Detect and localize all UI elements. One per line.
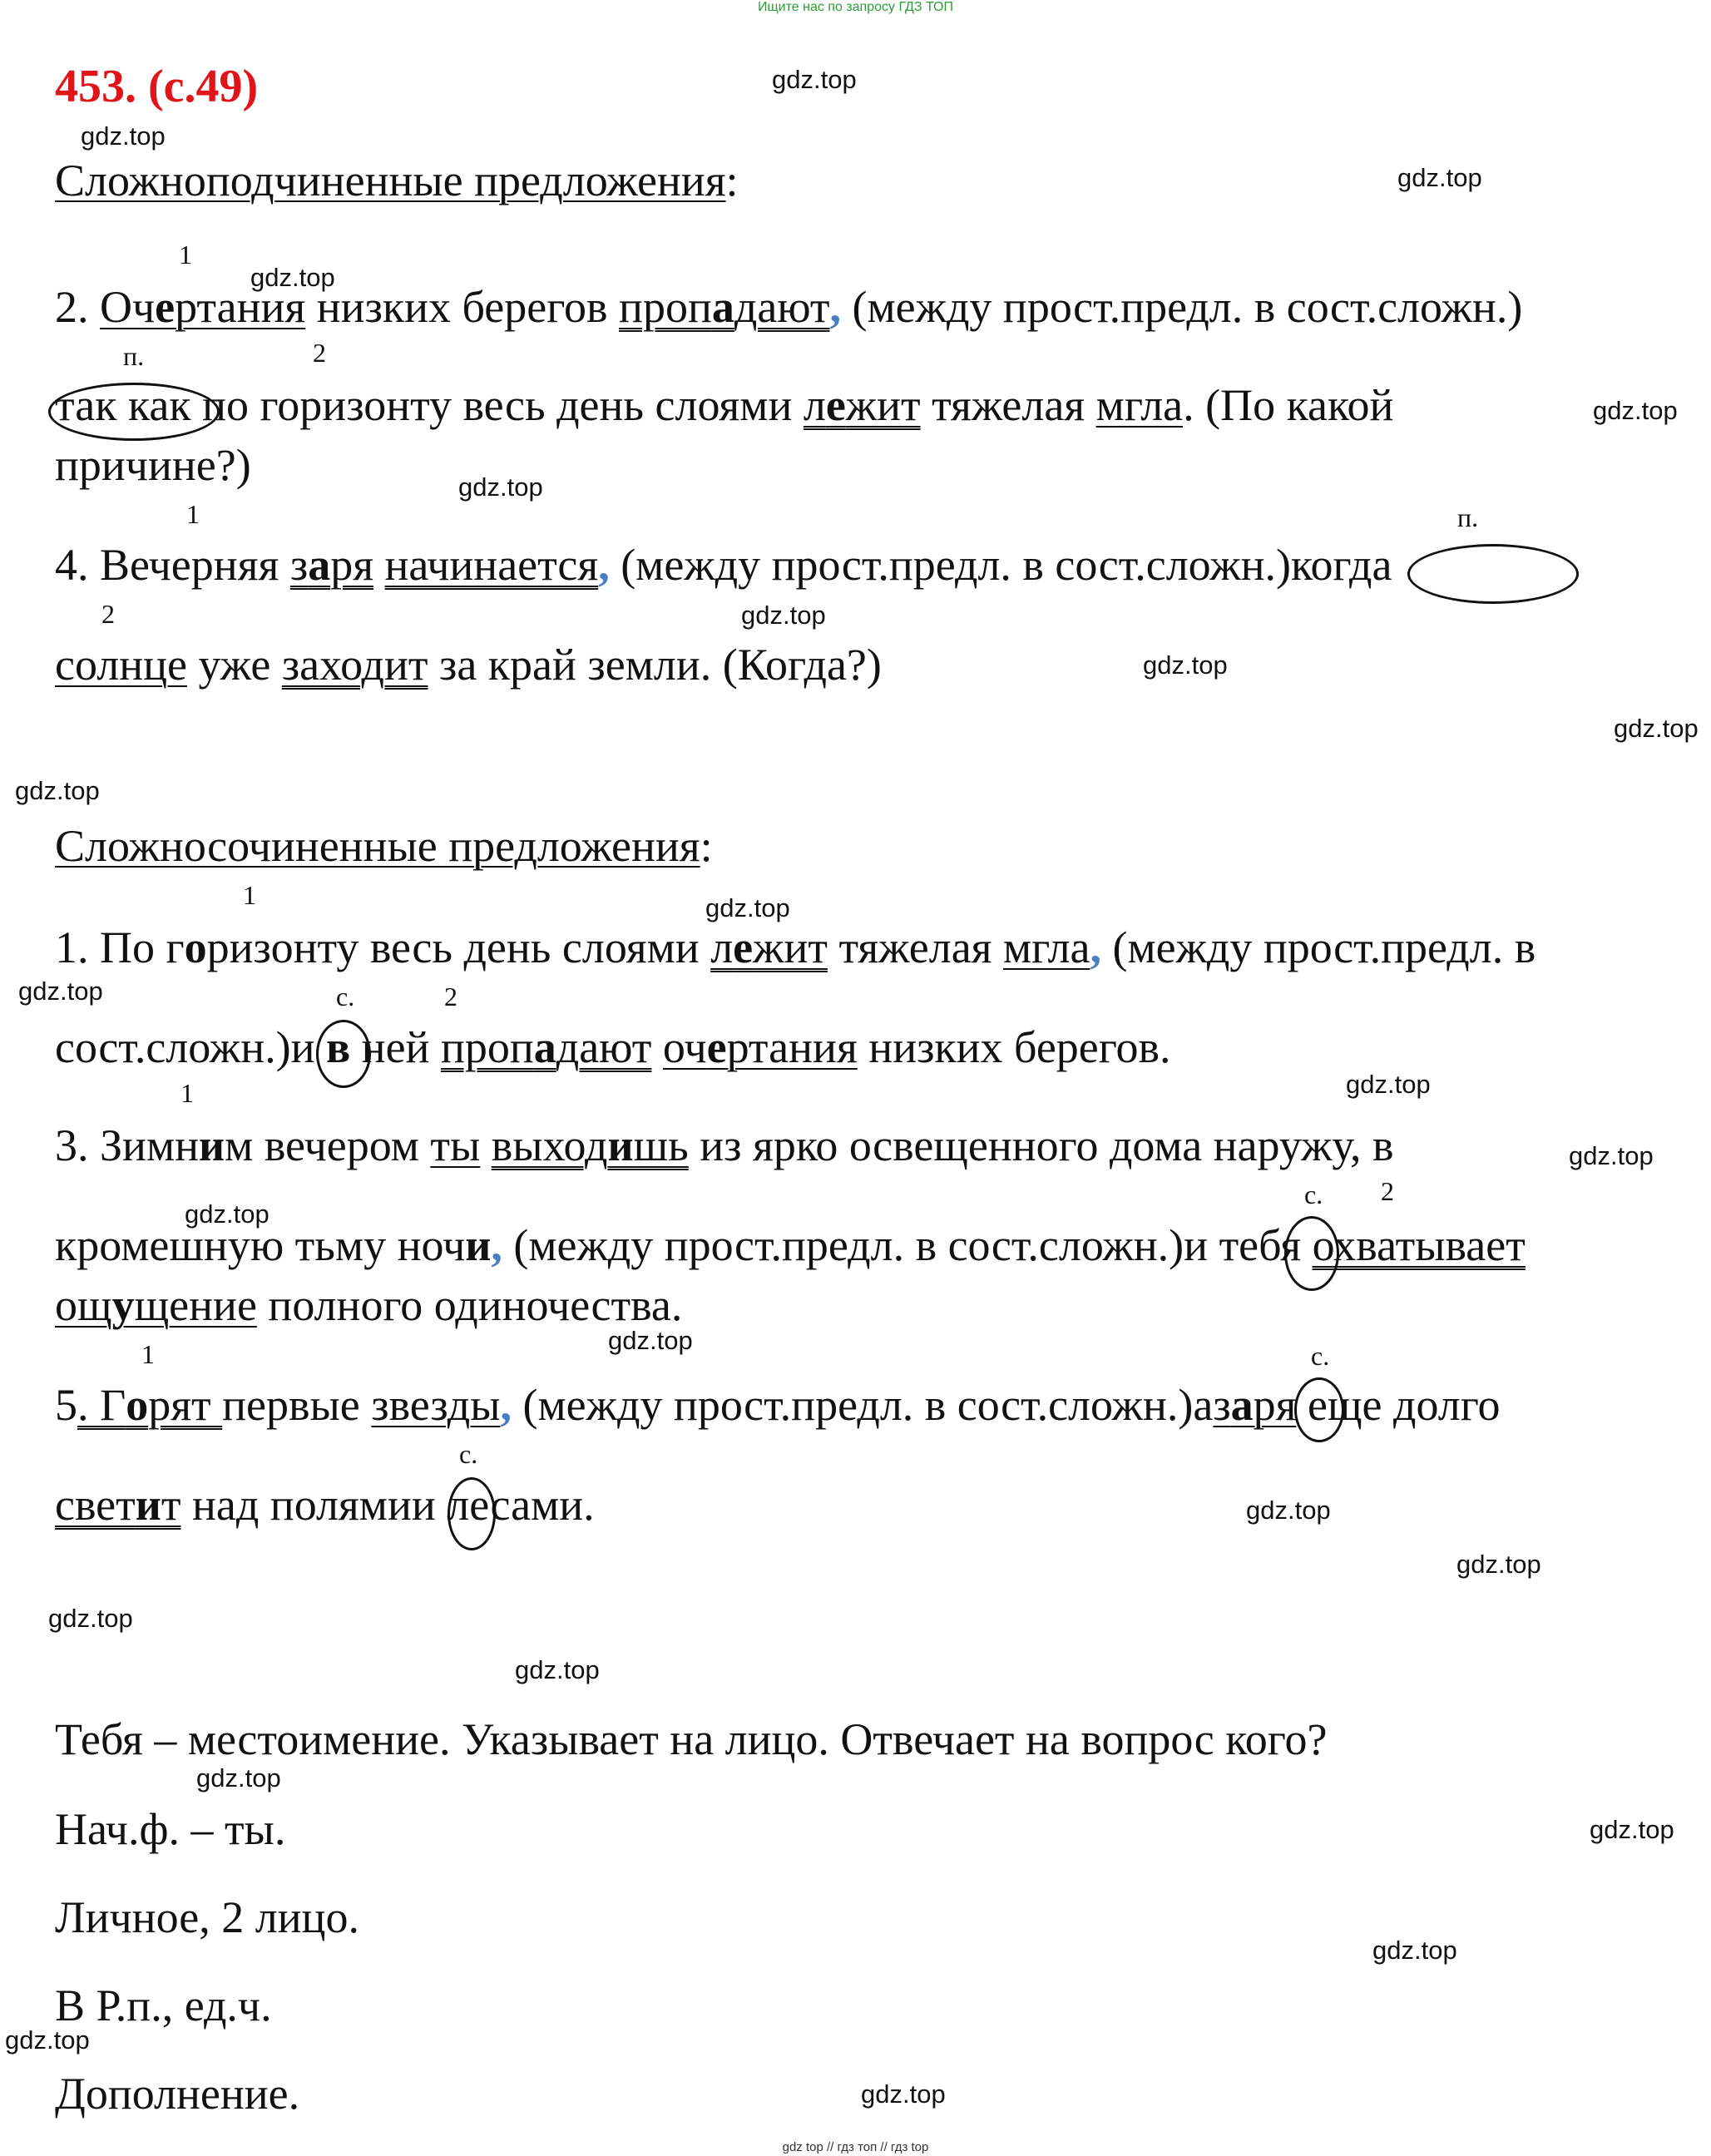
watermark: gdz.top bbox=[608, 1326, 693, 1355]
section-heading: Сложноподчиненные предложения: bbox=[55, 156, 739, 205]
exercise-title: 453. (с.49) bbox=[55, 61, 259, 112]
bottom-banner-note: gdz top // гдз топ // гдз top bbox=[782, 2140, 929, 2154]
watermark: gdz.top bbox=[1346, 1070, 1431, 1099]
sentence-line: светит над полямии лесами. bbox=[55, 1480, 595, 1530]
clause-number: 2 bbox=[1381, 1176, 1394, 1206]
sentence-line: причине?) bbox=[55, 440, 251, 490]
watermark: gdz.top bbox=[705, 893, 790, 922]
watermark: gdz.top bbox=[741, 601, 826, 630]
clause-mark: с. bbox=[336, 982, 355, 1011]
clause-number: 2 bbox=[444, 982, 457, 1011]
clause-number: 1 bbox=[243, 880, 256, 910]
watermark: gdz.top bbox=[515, 1655, 600, 1684]
watermark: gdz.top bbox=[1246, 1496, 1331, 1525]
top-banner-note: Ищите нас по запросу ГДЗ ТОП bbox=[758, 0, 953, 14]
watermark: gdz.top bbox=[1569, 1141, 1654, 1170]
watermark: gdz.top bbox=[1456, 1550, 1541, 1579]
sentence-line: 4. Вечерняя заря начинается, (между прост.предл. в сост.сложн.)когда bbox=[55, 540, 1392, 590]
conjunction-circle bbox=[48, 383, 220, 441]
analysis-line: Личное, 2 лицо. bbox=[55, 1892, 359, 1942]
clause-number: 1 bbox=[186, 499, 200, 529]
sentence-line: кромешную тьму ночи, (между прост.предл. в сост.сложн.)и тебя охватывает bbox=[55, 1220, 1526, 1270]
watermark: gdz.top bbox=[250, 263, 335, 292]
watermark: gdz.top bbox=[772, 65, 857, 94]
analysis-line: Нач.ф. – ты. bbox=[55, 1804, 286, 1854]
watermark: gdz.top bbox=[1143, 650, 1228, 680]
conjunction-circle bbox=[1294, 1377, 1344, 1442]
conjunction-circle bbox=[316, 1020, 371, 1088]
watermark: gdz.top bbox=[5, 2025, 90, 2055]
watermark: gdz.top bbox=[1372, 1936, 1457, 1965]
watermark: gdz.top bbox=[1397, 163, 1482, 192]
sentence-line: 2. Очертания низких берегов пропадают, (между прост.предл. в сост.сложн.) bbox=[55, 282, 1523, 332]
clause-mark: с. bbox=[1304, 1179, 1323, 1209]
sentence-line: ощущение полного одиночества. bbox=[55, 1280, 683, 1330]
clause-mark: с. bbox=[1311, 1341, 1330, 1371]
sentence-line: так как по горизонту весь день слоями лежит тяжелая мгла. (По какой bbox=[55, 380, 1394, 430]
clause-number: 1 bbox=[180, 1078, 194, 1108]
sentence-line: 3. Зимним вечером ты выходишь из ярко освещенного дома наружу, в bbox=[55, 1120, 1394, 1170]
analysis-line: В Р.п., ед.ч. bbox=[55, 1980, 272, 2030]
sentence-line: 1. По горизонту весь день слоями лежит тяжелая мгла, (между прост.предл. в bbox=[55, 922, 1536, 972]
clause-number: 1 bbox=[179, 240, 192, 270]
clause-mark: п. bbox=[123, 341, 145, 371]
sentence-line: солнце уже заходит за край земли. (Когда?) bbox=[55, 640, 882, 690]
watermark: gdz.top bbox=[18, 977, 103, 1006]
analysis-line: Тебя – местоимение. Указывает на лицо. Отвечает на вопрос кого? bbox=[55, 1714, 1328, 1764]
section-heading: Сложносочиненные предложения: bbox=[55, 821, 713, 871]
conjunction-circle bbox=[1407, 544, 1579, 604]
clause-number: 2 bbox=[313, 338, 326, 368]
watermark: gdz.top bbox=[196, 1763, 281, 1793]
watermark: gdz.top bbox=[458, 472, 543, 502]
watermark: gdz.top bbox=[15, 776, 100, 805]
clause-mark: п. bbox=[1457, 502, 1479, 532]
conjunction-circle bbox=[1284, 1216, 1339, 1291]
watermark: gdz.top bbox=[185, 1199, 270, 1229]
conjunction-circle bbox=[448, 1477, 496, 1550]
watermark: gdz.top bbox=[1614, 714, 1699, 743]
analysis-line: Дополнение. bbox=[55, 2069, 300, 2119]
clause-mark: с. bbox=[459, 1439, 478, 1469]
sentence-line: 5. Горят первые звезды, (между прост.предл. в сост.сложн.)азаря еще долго bbox=[55, 1380, 1501, 1430]
clause-number: 2 bbox=[101, 599, 115, 629]
watermark: gdz.top bbox=[48, 1604, 133, 1633]
watermark: gdz.top bbox=[81, 121, 166, 151]
clause-number: 1 bbox=[141, 1339, 155, 1369]
watermark: gdz.top bbox=[861, 2079, 946, 2109]
watermark: gdz.top bbox=[1593, 396, 1678, 425]
watermark: gdz.top bbox=[1590, 1815, 1674, 1844]
sentence-line: сост.сложн.)и в ней пропадают очертания низких берегов. bbox=[55, 1022, 1171, 1072]
